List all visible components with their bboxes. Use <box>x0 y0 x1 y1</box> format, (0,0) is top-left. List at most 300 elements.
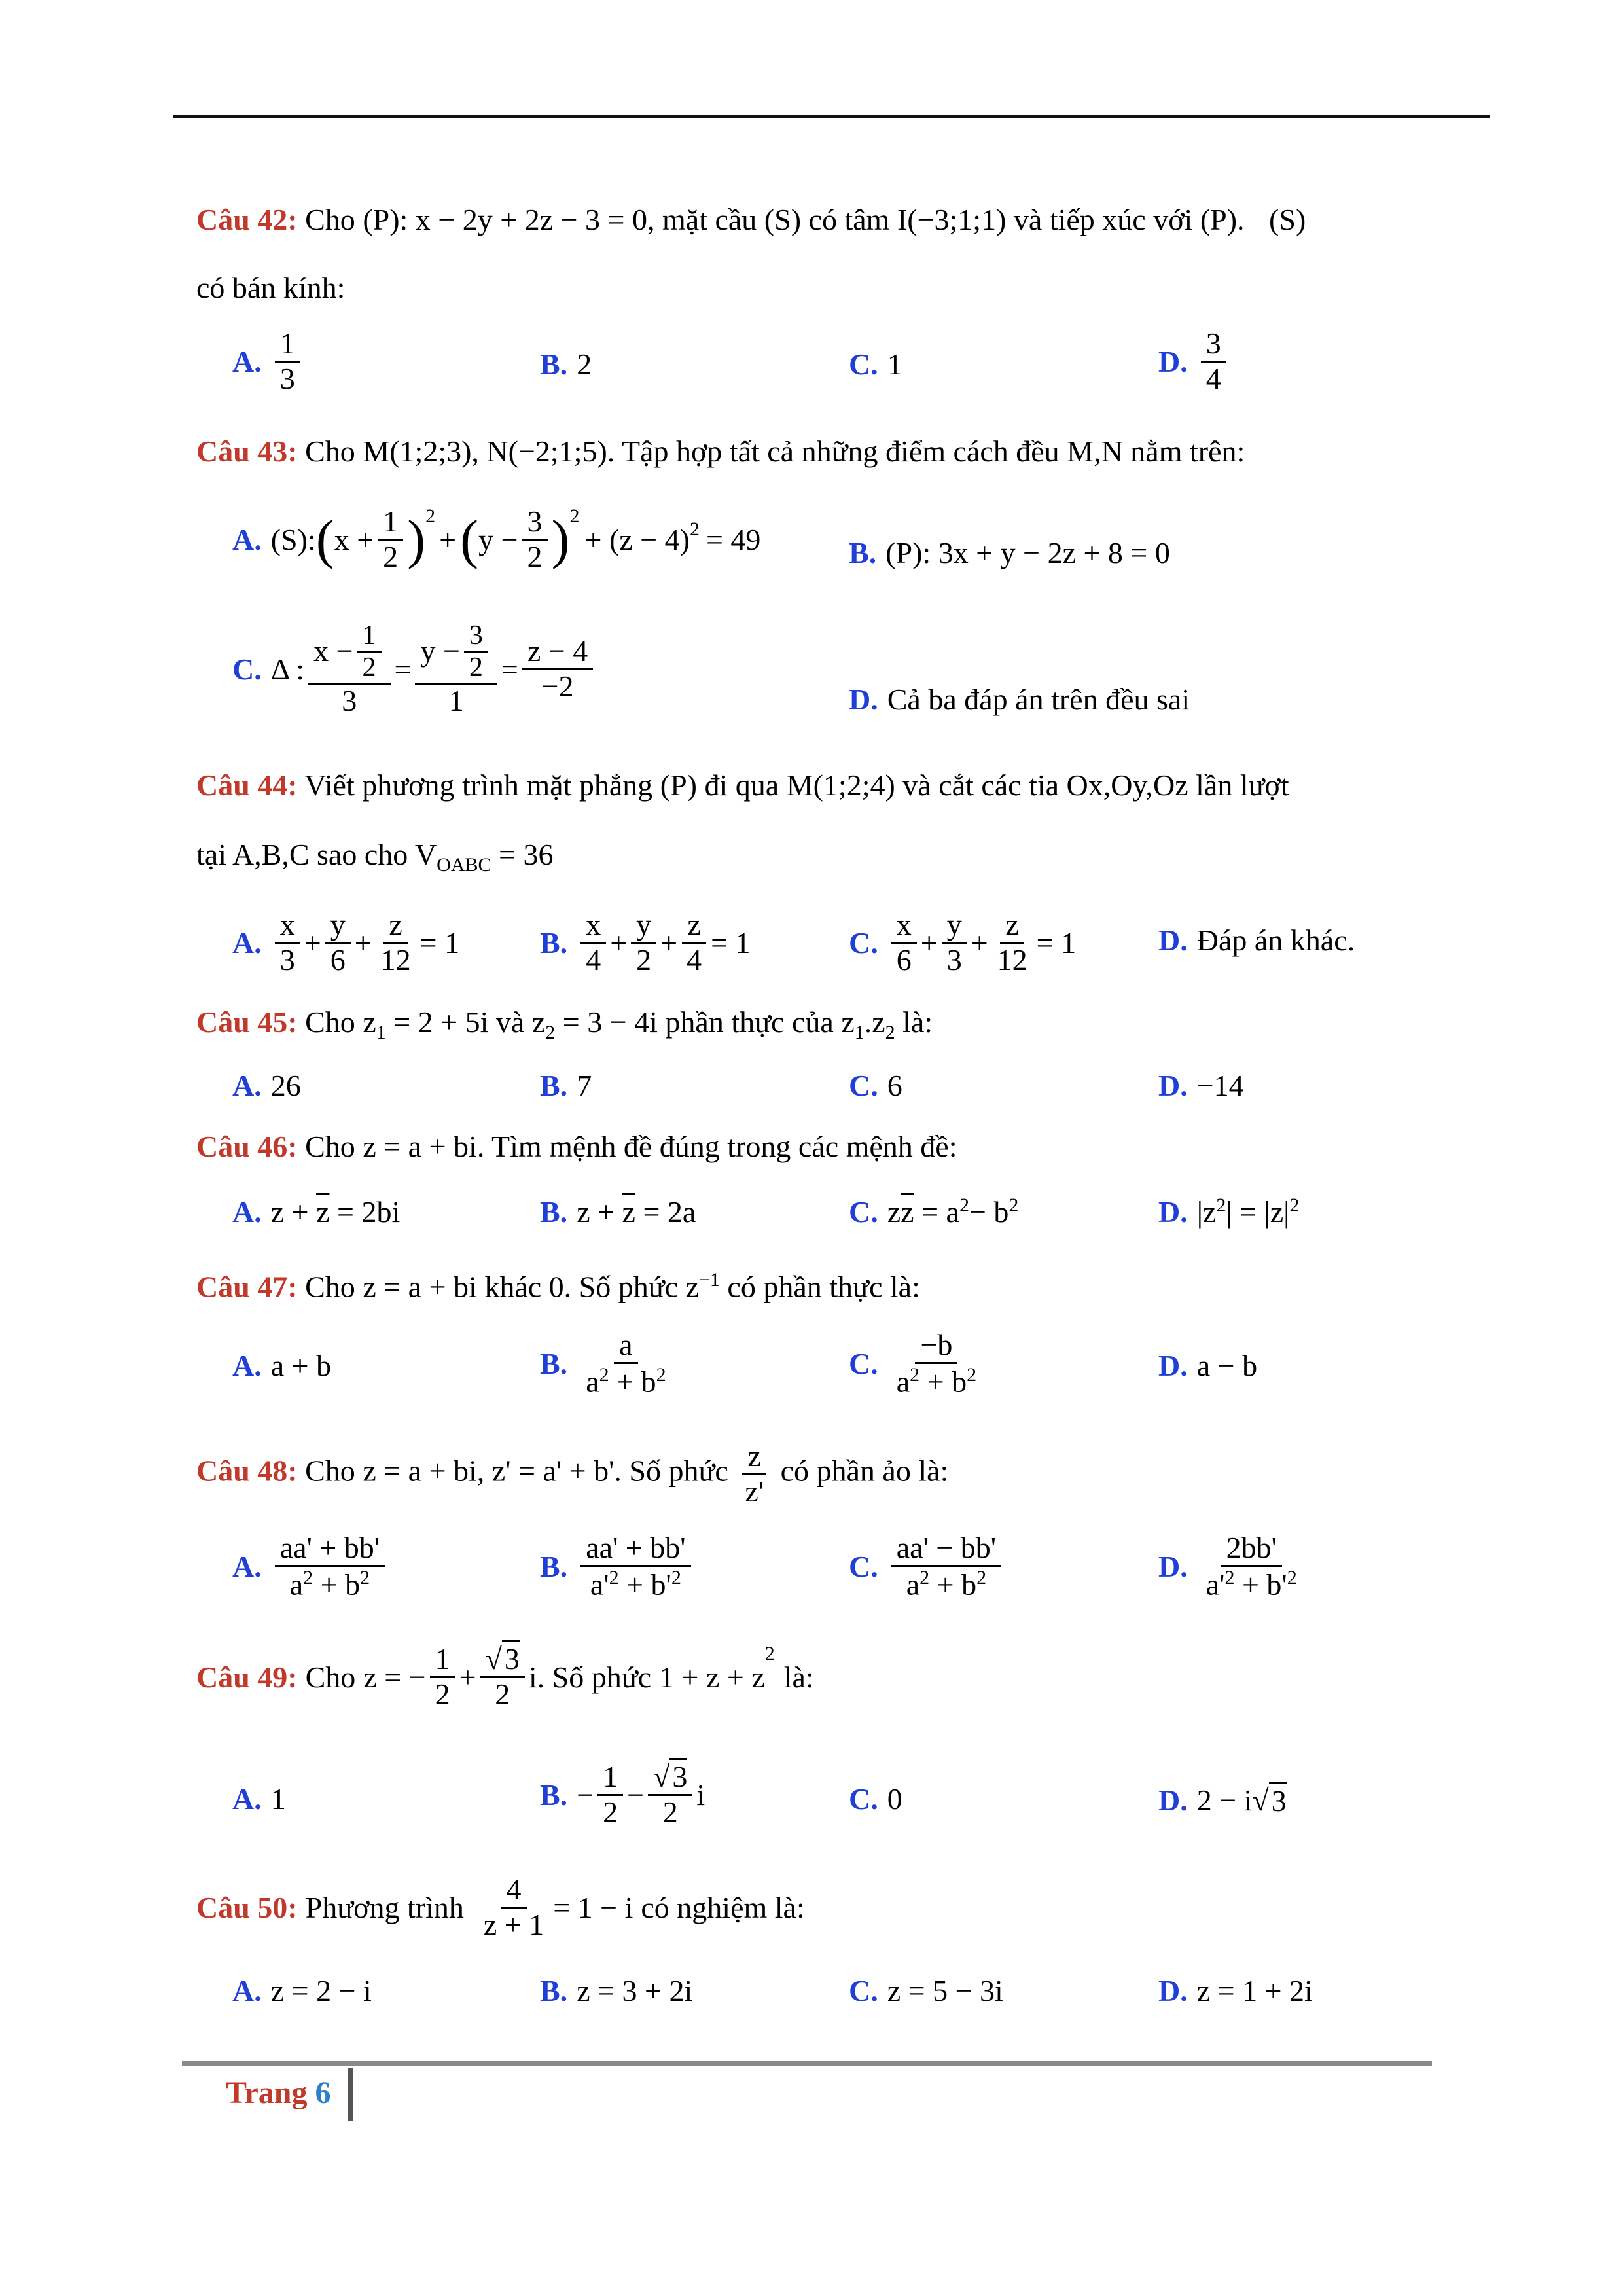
fraction <box>891 1532 1001 1602</box>
option-label: D. <box>1158 1349 1188 1382</box>
question-text: . Tập hợp tất cả những điểm cách đều M,N nằm trên: <box>607 435 1245 468</box>
option-label: B. <box>540 925 568 960</box>
denominator: 4 <box>1205 361 1221 395</box>
option-a[interactable] <box>232 1782 286 1816</box>
option-d[interactable] <box>1158 1194 1299 1229</box>
term: z <box>887 1195 901 1229</box>
numerator: 1 <box>430 1643 455 1678</box>
option-label: D. <box>1158 1195 1188 1229</box>
option-label: A. <box>232 522 262 556</box>
denominator <box>901 1567 991 1602</box>
denominator: 2 <box>603 1795 618 1829</box>
equals: = <box>394 652 412 686</box>
option-label: D. <box>1158 924 1188 957</box>
exponent: 2 <box>425 505 436 527</box>
denominator: −2 <box>541 669 574 703</box>
option-b[interactable] <box>540 908 751 977</box>
z1: z <box>363 1005 376 1039</box>
term: + b' <box>618 1567 671 1601</box>
option-label: D. <box>849 683 878 716</box>
denominator: 2 <box>435 1677 450 1711</box>
question-text: Cho <box>305 1660 356 1694</box>
numerator: 3 <box>464 620 488 653</box>
option-d[interactable] <box>1158 1068 1244 1103</box>
radicand: 3 <box>669 1758 687 1793</box>
question-text: tại A,B,C sao cho <box>196 838 408 871</box>
denominator: 12 <box>380 942 411 977</box>
exponent: 2 <box>976 1566 987 1588</box>
expression: 1 + z + z <box>659 1660 765 1694</box>
option-a[interactable] <box>232 1973 372 2008</box>
option-d[interactable] <box>1158 1532 1306 1602</box>
page-number: 6 <box>315 2075 331 2110</box>
denominator: 6 <box>330 942 346 977</box>
option-label: C. <box>849 1069 878 1102</box>
numerator: 1 <box>597 1761 623 1796</box>
question-number: Câu 46: <box>196 1130 298 1163</box>
footer-label: Trang <box>226 2075 308 2110</box>
option-b[interactable] <box>540 1068 592 1103</box>
question-46 <box>196 1128 1427 1164</box>
exponent: 2 <box>1216 1194 1226 1216</box>
z-definition: z = a + bi <box>363 1270 477 1304</box>
plus: + <box>971 925 988 960</box>
option-label: B. <box>540 1778 568 1812</box>
denominator: 2 <box>636 942 652 977</box>
exponent: 2 <box>656 1363 666 1386</box>
fraction <box>378 505 403 573</box>
numerator: 1 <box>275 327 300 363</box>
option-value: 26 <box>270 1069 301 1102</box>
numerator: z <box>383 908 407 944</box>
option-d[interactable] <box>1158 1348 1257 1383</box>
minus: − <box>577 1778 594 1812</box>
option-b[interactable] <box>540 347 592 382</box>
exponent: 2 <box>569 505 580 527</box>
rhs: = 1 <box>419 925 460 960</box>
option-c[interactable] <box>849 1532 1005 1602</box>
exponent: 2 <box>360 1566 370 1588</box>
numerator: aa' + bb' <box>580 1532 690 1567</box>
denominator: 6 <box>896 942 912 977</box>
option-value: 1 <box>270 1782 286 1816</box>
numerator: √3 <box>480 1643 525 1678</box>
option-c[interactable] <box>849 1973 1003 2008</box>
fraction <box>631 908 656 977</box>
question-48 <box>196 1440 1427 1508</box>
exponent: 2 <box>1008 1194 1019 1216</box>
fraction <box>522 505 548 573</box>
conjugate: $\overline{z}$ <box>901 1195 914 1229</box>
option-value: Cả ba đáp án trên đều sai <box>887 683 1190 716</box>
term: x − <box>313 634 353 668</box>
question-text: Cho <box>305 1454 355 1488</box>
exponent: 2 <box>959 1194 969 1216</box>
rhs: = 1 <box>1036 925 1077 960</box>
plus: + <box>660 925 678 960</box>
denominator: 4 <box>586 942 601 977</box>
fraction <box>740 1440 769 1508</box>
radicand: 3 <box>1269 1782 1287 1818</box>
rhs: = 1 <box>711 925 751 960</box>
option-d[interactable] <box>849 682 1190 717</box>
denominator: z + 1 <box>483 1907 544 1941</box>
numerator: a <box>614 1329 637 1364</box>
subscript: 1 <box>376 1022 386 1044</box>
option-value: −14 <box>1196 1069 1244 1102</box>
numerator: 3 <box>522 505 548 541</box>
imaginary-unit: i <box>528 1660 537 1694</box>
question-text: là: <box>783 1660 814 1694</box>
question-text: và <box>495 1005 525 1039</box>
paren-open: ( <box>315 509 334 570</box>
numerator: y <box>631 908 656 944</box>
numerator: √3 <box>648 1761 692 1796</box>
denominator: 2 <box>527 539 543 573</box>
option-label: B. <box>540 1195 568 1229</box>
denominator <box>585 1567 687 1602</box>
minus: − <box>627 1778 645 1812</box>
option-label: A. <box>232 1782 262 1816</box>
paren-close: ) <box>551 509 570 570</box>
product-z2: .z <box>864 1005 885 1039</box>
denominator: z' <box>745 1474 764 1508</box>
fraction <box>891 1329 982 1399</box>
option-value: 2 <box>577 348 592 381</box>
option-label: B. <box>540 1549 568 1583</box>
exponent: 2 <box>764 1643 775 1664</box>
fraction <box>580 1532 690 1602</box>
numerator: 2bb' <box>1221 1532 1282 1567</box>
option-b[interactable] <box>849 535 1170 570</box>
fraction <box>522 635 593 703</box>
question-text: . Số phức <box>537 1660 652 1694</box>
question-text: có phần thực là: <box>727 1270 920 1304</box>
footer-divider <box>348 2068 353 2121</box>
term: + b <box>929 1567 977 1601</box>
option-a[interactable] <box>232 908 459 977</box>
option-label: C. <box>849 925 878 960</box>
option-value: z = 3 + 2i <box>577 1974 693 2007</box>
rhs: = 2a <box>643 1195 696 1229</box>
term: y − <box>420 634 460 668</box>
exponent: 2 <box>919 1566 930 1588</box>
term: a <box>896 1364 910 1398</box>
fraction <box>942 908 967 977</box>
fraction <box>275 327 300 395</box>
question-text: Cho <box>305 203 355 236</box>
numerator: x <box>891 908 917 944</box>
exponent: 2 <box>609 1566 619 1588</box>
question-text: có nghiệm là: <box>641 1890 805 1924</box>
term: z + <box>577 1195 615 1229</box>
question-42 <box>196 202 1427 238</box>
option-b[interactable] <box>540 1194 696 1229</box>
option-a[interactable] <box>232 1194 400 1229</box>
denominator: 4 <box>687 942 702 977</box>
term: a' <box>1205 1567 1225 1601</box>
option-label: D. <box>1158 1069 1188 1102</box>
denominator: 3 <box>946 942 962 977</box>
option-value: Đáp án khác. <box>1196 924 1355 957</box>
term: | = |z| <box>1226 1195 1290 1229</box>
option-d[interactable] <box>1158 1973 1313 2008</box>
z2-value: = 3 − 4i <box>562 1005 658 1039</box>
volume: V <box>414 838 437 871</box>
question-text: Phương trình <box>305 1890 464 1924</box>
option-label: D. <box>1158 344 1188 378</box>
option-label: D. <box>1158 1974 1188 2007</box>
fraction <box>275 1532 385 1602</box>
option-label: C. <box>849 1549 878 1583</box>
option-label: D. <box>1158 1783 1188 1817</box>
question-44-line2 <box>196 836 1427 877</box>
option-label: C. <box>849 348 878 381</box>
fraction <box>308 620 390 718</box>
option-label: B. <box>540 1974 568 2007</box>
option-b[interactable] <box>540 1973 692 2008</box>
option-value: a + b <box>270 1349 332 1382</box>
question-text: Cho <box>305 1270 355 1304</box>
exponent: 2 <box>1224 1566 1235 1588</box>
exponent: 2 <box>599 1363 609 1386</box>
footer-rule <box>182 2061 1432 2066</box>
plus: + <box>304 925 321 960</box>
question-text: , mặt cầu (S) có tâm <box>647 203 890 236</box>
exponent: 2 <box>689 518 700 540</box>
question-number: Câu 45: <box>196 1005 298 1039</box>
question-number: Câu 42: <box>196 203 298 236</box>
rhs: = 36 <box>499 838 554 871</box>
z-definition: z = a + bi, z' = a' + b' <box>363 1454 615 1488</box>
question-text: có bán kính: <box>196 271 346 304</box>
exponent: 2 <box>303 1566 313 1588</box>
option-label: B. <box>540 1346 568 1380</box>
conjugate: $\overline{z}$ <box>316 1195 330 1229</box>
denominator <box>891 1364 982 1399</box>
option-d[interactable]: D. 2 − i √ 3 <box>1158 1782 1287 1818</box>
term: − b <box>969 1195 1009 1229</box>
option-a[interactable] <box>232 1068 301 1103</box>
question-number: Câu 43: <box>196 435 298 468</box>
question-text: Cho <box>305 1130 355 1163</box>
denominator: 1 <box>448 684 464 718</box>
term-y: y − <box>478 522 518 556</box>
option-a[interactable] <box>232 1348 331 1383</box>
exponent: 2 <box>910 1363 920 1386</box>
numerator: y <box>325 908 351 944</box>
z-inverse: z <box>685 1270 699 1304</box>
option-label: C. <box>849 1346 878 1380</box>
z1-value: = 2 + 5i <box>393 1005 489 1039</box>
subscript: OABC <box>437 854 491 876</box>
rhs: = 1 − i <box>553 1890 633 1924</box>
option-b[interactable] <box>540 1329 675 1399</box>
denominator <box>580 1364 671 1399</box>
question-47 <box>196 1268 1427 1305</box>
question-50 <box>196 1873 805 1941</box>
option-label: C. <box>849 1782 878 1816</box>
line-label: Δ : <box>270 652 305 686</box>
fraction <box>430 1643 455 1711</box>
fraction <box>992 908 1033 977</box>
option-value: 7 <box>577 1069 592 1102</box>
option-c[interactable] <box>849 1068 902 1103</box>
numerator: z <box>1000 908 1024 944</box>
question-text: . Tìm mệnh đề đúng trong các mệnh đề: <box>476 1130 957 1163</box>
term: a <box>906 1567 920 1601</box>
option-label: A. <box>232 925 262 960</box>
question-number: Câu 50: <box>196 1890 298 1924</box>
fraction <box>1201 1532 1302 1602</box>
fraction <box>376 908 416 977</box>
term: = a <box>921 1195 959 1229</box>
option-d[interactable] <box>1158 327 1230 395</box>
question-43 <box>196 433 1427 469</box>
term: z + <box>270 1195 309 1229</box>
term-z: + (z − 4) <box>584 522 690 556</box>
conjugate: $\overline{z}$ <box>622 1195 635 1229</box>
option-c[interactable] <box>849 908 1076 977</box>
numerator <box>415 620 497 685</box>
question-number: Câu 48: <box>196 1454 298 1488</box>
option-value: z = 1 + 2i <box>1196 1974 1313 2007</box>
numerator: aa' − bb' <box>891 1532 1001 1567</box>
option-value: a − b <box>1196 1349 1258 1382</box>
fraction <box>580 1329 671 1399</box>
question-44 <box>196 767 1427 803</box>
numerator: z − 4 <box>522 635 593 670</box>
denominator: 2 <box>495 1677 510 1711</box>
z-definition: z = a + bi <box>363 1130 477 1163</box>
term: a <box>586 1364 599 1398</box>
z2: z <box>531 1005 546 1039</box>
numerator: 4 <box>501 1873 527 1909</box>
option-b[interactable] <box>540 1532 695 1602</box>
question-42-line2 <box>196 270 1427 306</box>
option-value: 6 <box>887 1069 902 1102</box>
option-c[interactable] <box>849 1782 902 1816</box>
option-a[interactable] <box>232 1532 389 1602</box>
page-footer <box>226 2075 330 2111</box>
option-label: D. <box>1158 1549 1188 1583</box>
point: M(1;2;4) <box>786 768 895 802</box>
numerator: x <box>275 908 300 944</box>
fraction <box>648 1761 692 1829</box>
question-number: Câu 47: <box>196 1270 298 1304</box>
paren-open: ( <box>460 509 479 570</box>
question-text: có phần ảo là: <box>780 1454 949 1488</box>
exponent: 2 <box>671 1566 681 1588</box>
subscript: 1 <box>854 1022 865 1044</box>
fraction <box>480 1643 525 1711</box>
question-text: phần thực của <box>665 1005 834 1039</box>
question-number: Câu 49: <box>196 1660 298 1694</box>
plus: + <box>459 1660 476 1694</box>
option-c[interactable] <box>849 347 902 382</box>
option-d[interactable] <box>1158 923 1355 958</box>
equals: = <box>501 652 518 686</box>
denominator: 12 <box>997 942 1027 977</box>
sphere-label: (S): <box>270 522 316 556</box>
points: M(1;2;3), N(−2;1;5) <box>363 435 607 468</box>
denominator: 2 <box>362 653 376 683</box>
term: |z <box>1196 1195 1217 1229</box>
numerator: z <box>742 1440 766 1475</box>
question-text: Cho <box>305 1005 355 1039</box>
option-label: C. <box>232 652 262 686</box>
product-z1: z <box>841 1005 855 1039</box>
question-49 <box>196 1643 814 1711</box>
option-label: A. <box>232 344 262 378</box>
question-text: khác 0. Số phức <box>484 1270 679 1304</box>
question-text: và tiếp xúc với (P). <box>1013 203 1245 236</box>
term-x: x + <box>334 522 374 556</box>
term: a <box>289 1567 304 1601</box>
numerator: 1 <box>378 505 403 541</box>
question-text: Cho <box>305 435 355 468</box>
term: 2 − i <box>1196 1783 1253 1817</box>
option-c[interactable] <box>849 1194 1018 1229</box>
numerator: 1 <box>357 620 382 653</box>
numerator: −b <box>915 1329 957 1364</box>
option-label: A. <box>232 1549 262 1583</box>
option-label: C. <box>849 1195 878 1229</box>
numerator: z <box>682 908 705 944</box>
option-a[interactable] <box>232 327 304 395</box>
denominator <box>285 1567 375 1602</box>
numerator: x <box>580 908 606 944</box>
fraction <box>478 1873 549 1941</box>
denominator: 3 <box>279 361 295 395</box>
denominator: 2 <box>383 539 399 573</box>
option-b[interactable] <box>540 1761 705 1829</box>
radicand: 3 <box>502 1640 520 1676</box>
option-label: C. <box>849 1974 878 2007</box>
plus: + <box>610 925 628 960</box>
term: + b <box>313 1567 361 1601</box>
term: + b <box>609 1364 656 1398</box>
option-value: 1 <box>887 348 902 381</box>
fraction <box>597 1761 623 1829</box>
denominator: 3 <box>342 684 357 718</box>
plus: + <box>920 925 938 960</box>
fraction <box>325 908 351 977</box>
option-label: A. <box>232 1195 262 1229</box>
option-label: B. <box>540 348 568 381</box>
top-rule <box>173 115 1490 118</box>
term: + b <box>919 1364 967 1398</box>
option-value: z = 2 − i <box>270 1974 372 2007</box>
fraction <box>275 908 300 977</box>
option-value: (P): 3x + y − 2z + 8 = 0 <box>885 536 1170 569</box>
imaginary-unit: i <box>696 1778 705 1812</box>
denominator: 2 <box>469 653 483 683</box>
term: + b' <box>1234 1567 1287 1601</box>
option-c[interactable] <box>232 620 597 718</box>
option-value: z = 5 − 3i <box>887 1974 1003 2007</box>
subscript: 2 <box>885 1022 895 1044</box>
option-label: A. <box>232 1974 262 2007</box>
option-label: A. <box>232 1349 262 1382</box>
option-c[interactable] <box>849 1329 986 1399</box>
plus: + <box>354 925 372 960</box>
exponent: 2 <box>1289 1194 1300 1216</box>
exponent: −1 <box>699 1269 720 1291</box>
option-a[interactable]: A. (S): ( x + $\frac{1}{2}$ ) $^2$ + ( y − $\frac{3}{2}$ ) $^2$ + (z − 4) $^2$ = 49 <box>232 505 761 573</box>
question-45 <box>196 1004 1427 1045</box>
question-text: là: <box>902 1005 933 1039</box>
